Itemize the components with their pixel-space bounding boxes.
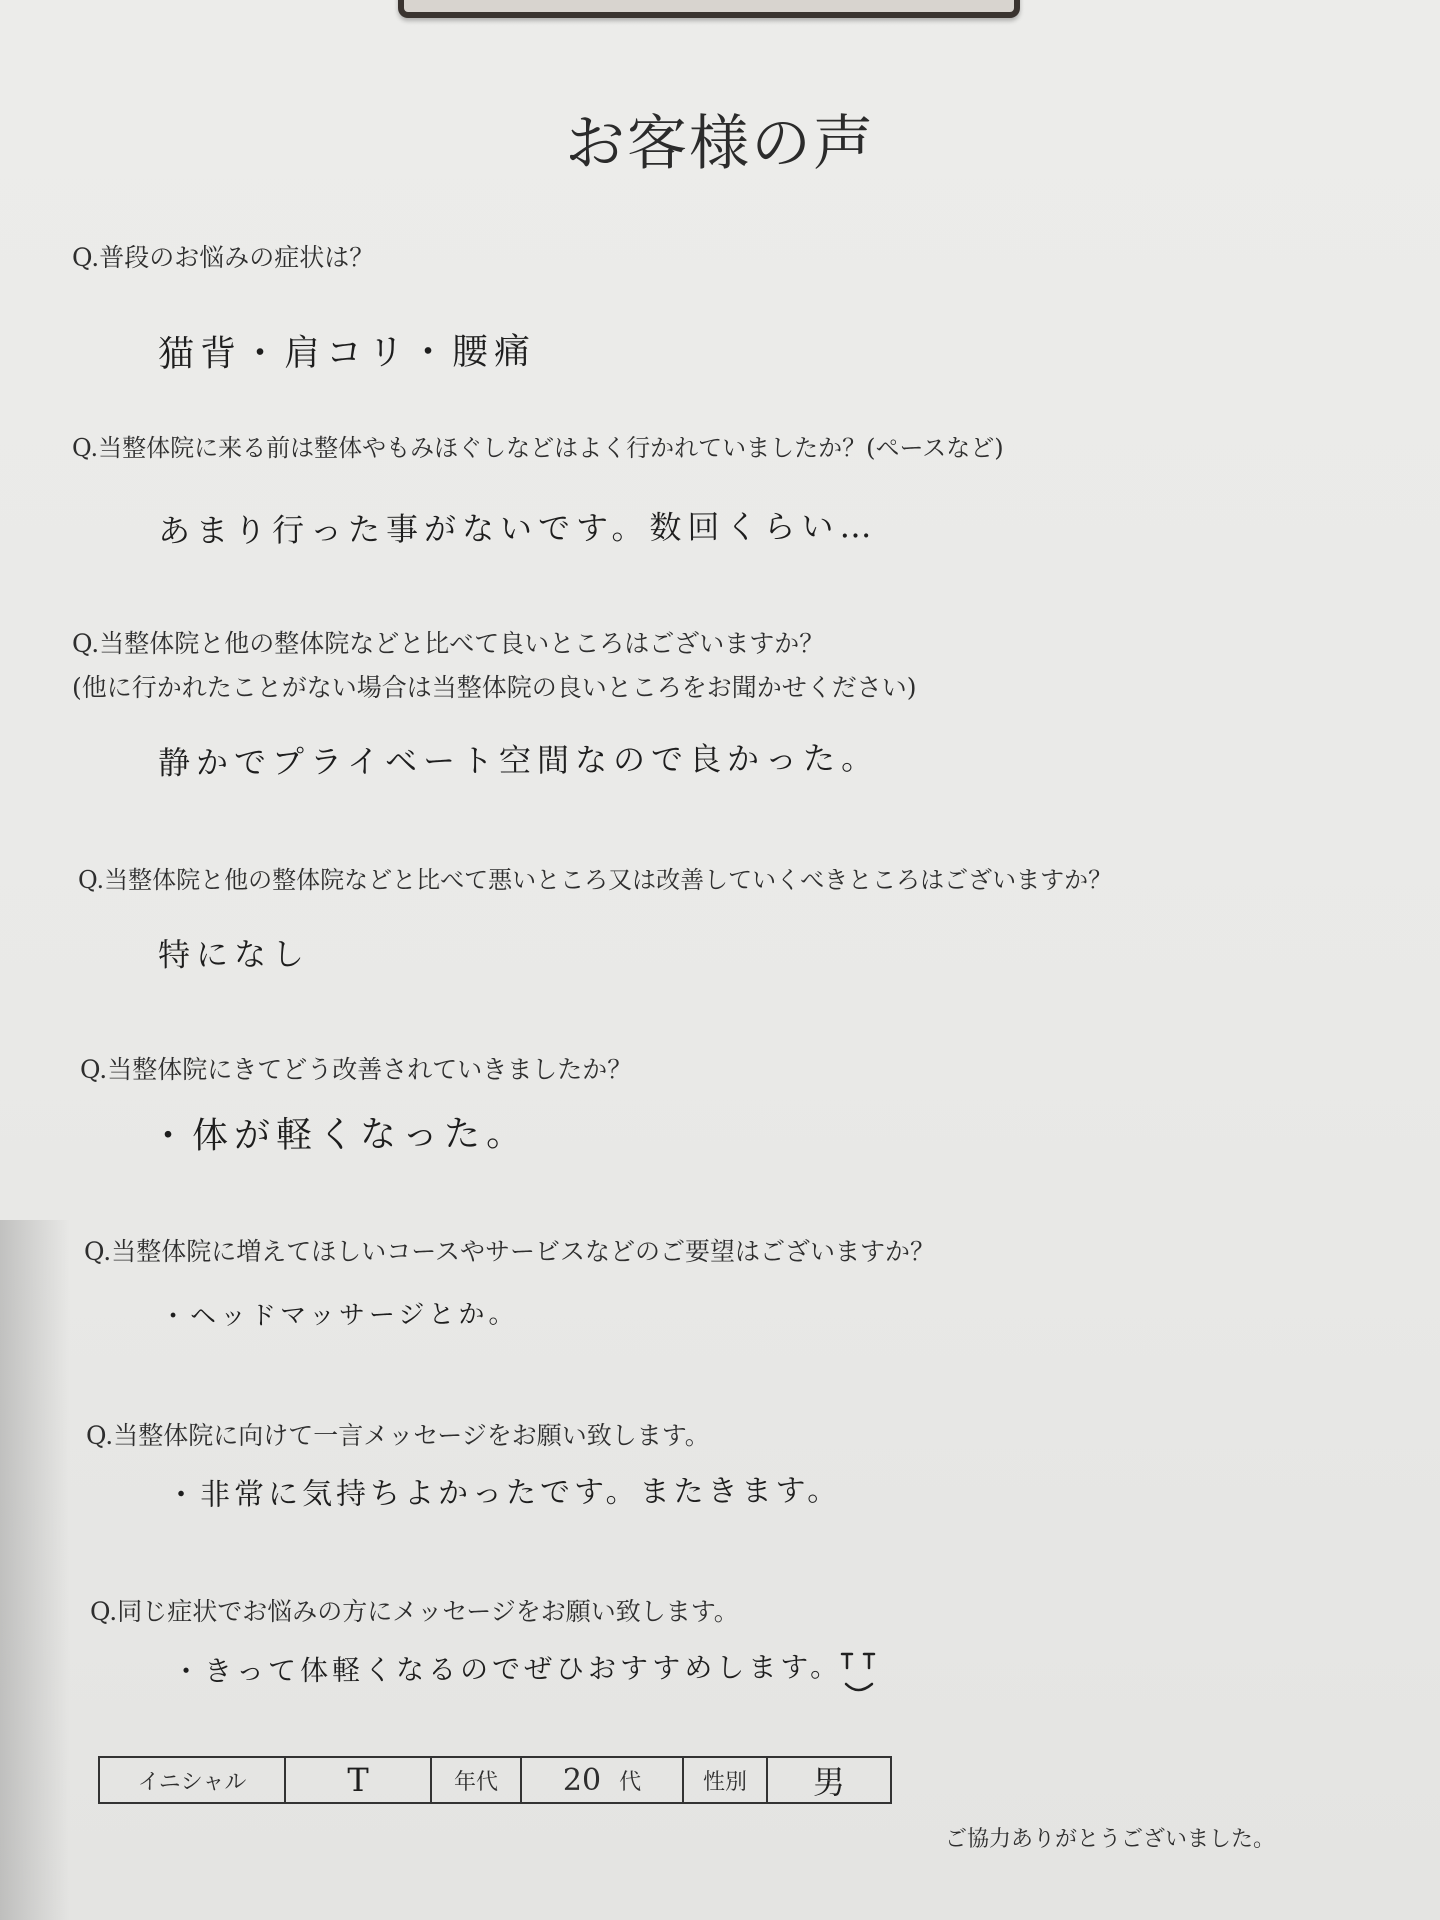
gender-label: 性別 [684,1758,768,1802]
question-2: Q.当整体院に来る前は整体やもみほぐしなどはよく行かれていましたか？(ペースなど) [72,434,1004,462]
initial-value: T [286,1758,432,1802]
age-cell [522,1758,684,1802]
answer-8: ・きって体軽くなるのでぜひおすすめします。 [171,1650,843,1688]
age-unit: 代 [619,1769,642,1795]
answer-2: あまり行った事がないです。数回くらい… [157,506,878,550]
clipboard-clip [398,0,1020,18]
question-6: Q.当整体院に増えてほしいコースやサービスなどのご要望はございますか？ [84,1237,935,1266]
initial-label: イニシャル [100,1758,286,1802]
gender-value: 男 [812,1763,845,1801]
question-1: Q.普段のお悩みの症状は？ [72,243,375,272]
question-3: Q.当整体院と他の整体院などと比べて良いところはございますか？ [72,629,825,658]
page-shadow [0,1220,70,1920]
respondent-info-table [98,1756,892,1804]
thanks-message: ご協力ありがとうございました。 [945,1827,1276,1852]
question-8: Q.同じ症状でお悩みの方にメッセージをお願い致します。 [90,1597,739,1626]
smiley-drawing [836,1646,882,1700]
question-7: Q.当整体院に向けて一言メッセージをお願い致します。 [86,1421,710,1450]
age-label: 年代 [432,1758,522,1802]
answer-1: 猫背・肩コリ・腰痛 [157,331,537,375]
page-title: お客様の声 [565,109,875,179]
answer-3: 静かでプライベート空間なので良かった。 [157,738,880,782]
question-5: Q.当整体院にきてどう改善されていきましたか？ [80,1055,633,1084]
answer-7: ・非常に気持ちよかったです。またきます。 [165,1473,842,1513]
question-4: Q.当整体院と他の整体院などと比べて悪いところ又は改善していくべきところはございますか？ [78,866,1113,894]
question-3-note: (他に行かれたことがない場合は当整体院の良いところをお聞かせください) [72,673,917,702]
answer-6: ・ヘッドマッサージとか。 [159,1299,519,1332]
age-value: 20 [562,1762,602,1798]
answer-4: 特になし [157,934,311,974]
answer-5: ・体が軽くなった。 [149,1113,529,1157]
